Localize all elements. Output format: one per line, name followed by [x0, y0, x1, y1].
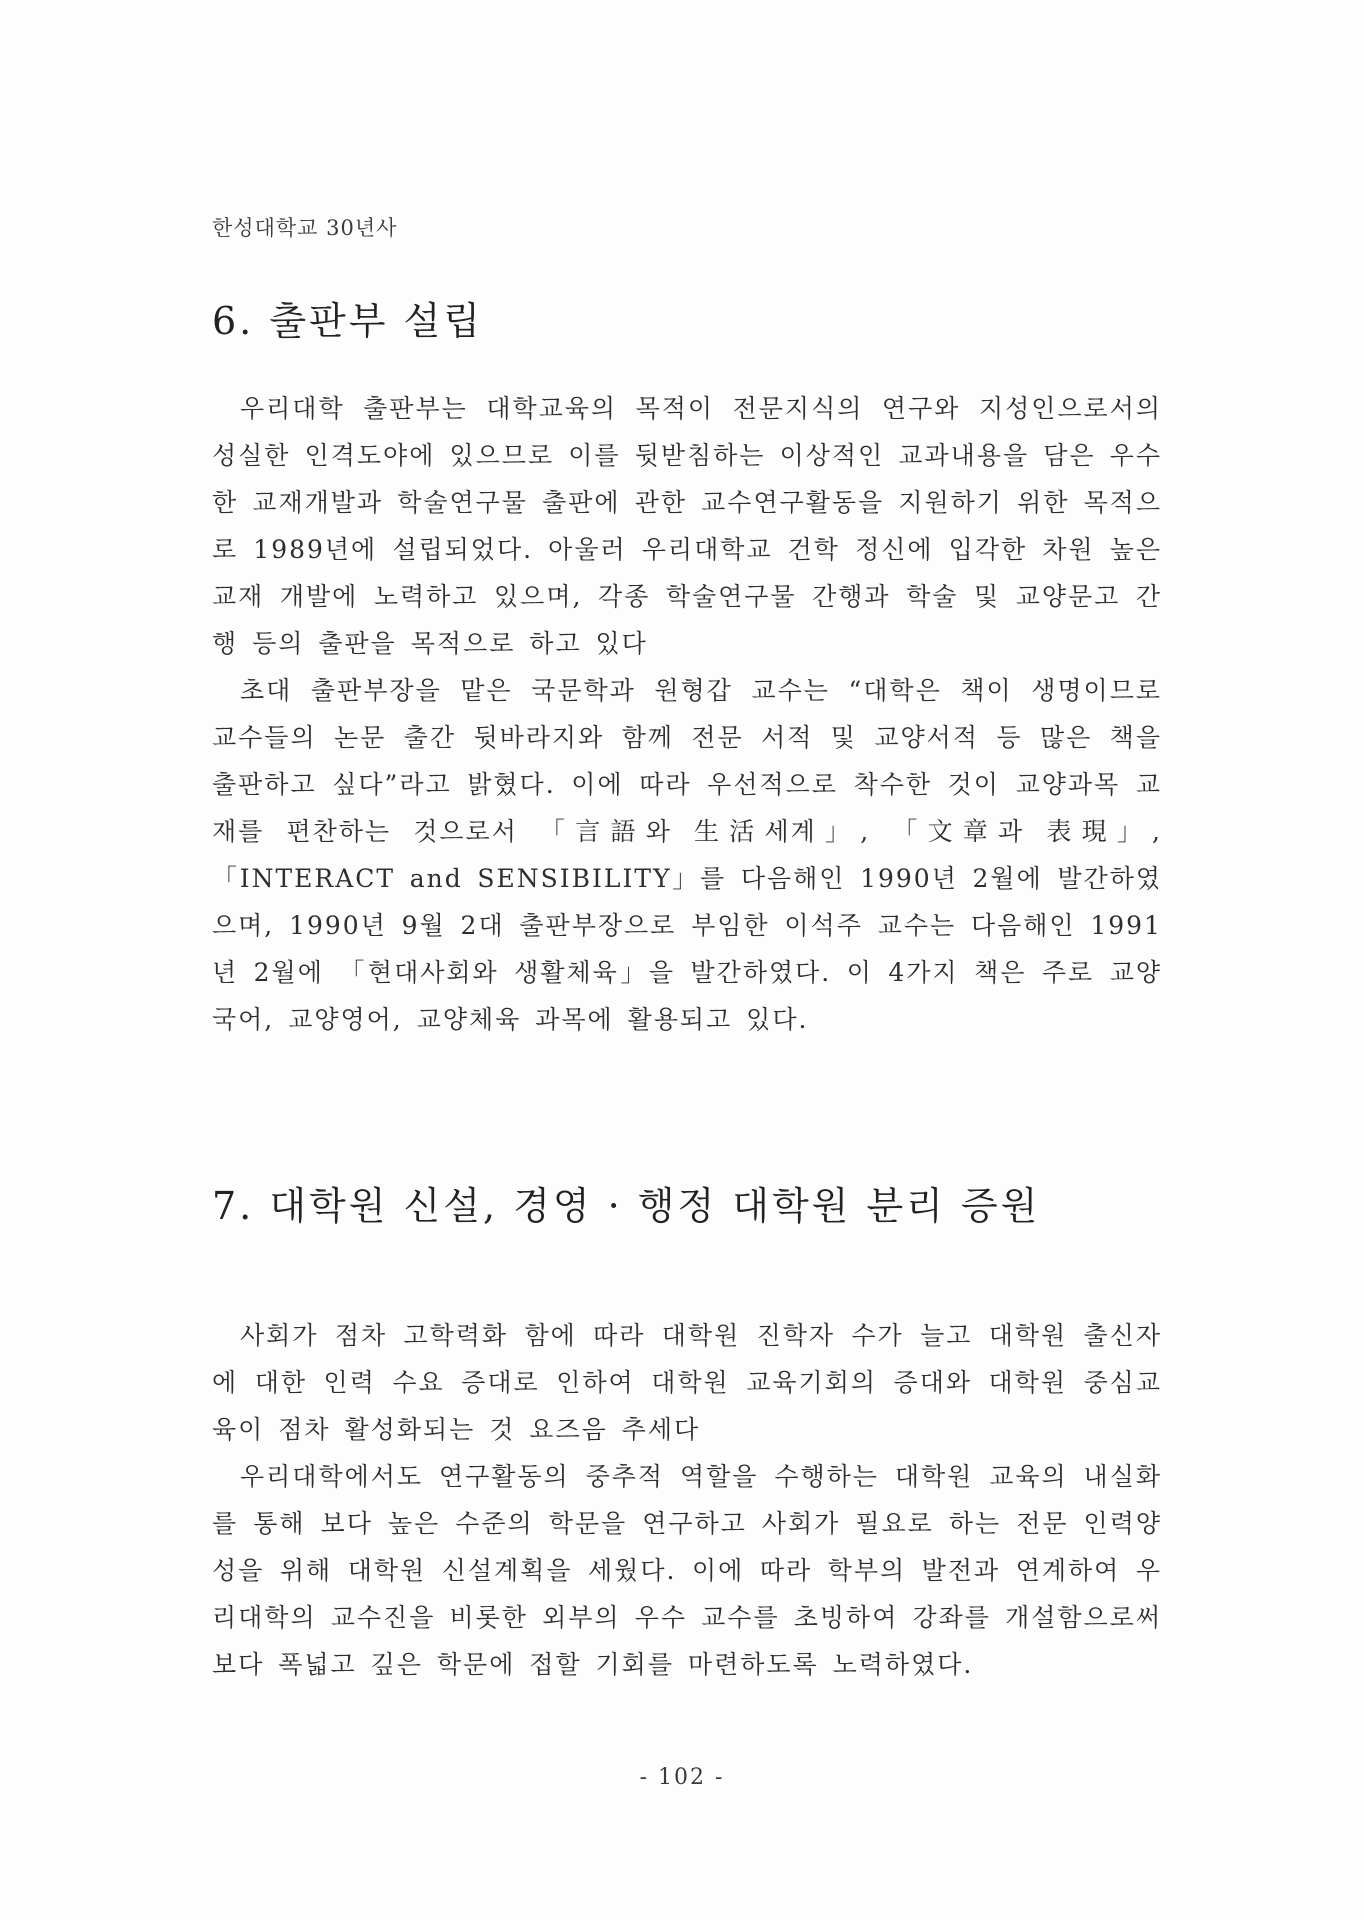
section-body-graduate-school — [212, 1312, 1162, 1688]
section-heading-publishing: 6. 출판부 설립 — [212, 299, 483, 343]
section-body-publishing — [212, 385, 1162, 1043]
section-heading-graduate-school: 7. 대학원 신설, 경영 · 행정 대학원 분리 증원 — [212, 1184, 1041, 1228]
page-number: - 102 - — [639, 1765, 725, 1790]
paragraph: 초대 출판부장을 맡은 국문학과 원형갑 교수는 “대학은 책이 생명이므로 교수들의 논문 출간 뒷바라지와 함께 전문 서적 및 교양서적 등 많은 책을 출판하고 싶다”라고 밝혔다. 이에 따라 우선적으로 착수한 것이 교양과목 교재를 편찬하는 것으로서 「言語와 生活세계」, 「文章과 表現」, 「INTERACT and SENSIBILITY」를 다음해인 1990년 2월에 발간하였으며, 1990년 9월 2대 출판부장으로 부임한 이석주 교수는 다음해인 1991년 2월에 「현대사회와 생활체육」을 발간하였다. 이 4가지 책은 주로 교양국어, 교양영어, 교양체육 과목에 활용되고 있다. — [212, 676, 1162, 1034]
running-header: 한성대학교 30년사 — [212, 216, 398, 240]
paragraph: 우리대학 출판부는 대학교육의 목적이 전문지식의 연구와 지성인으로서의 성실한 인격도야에 있으므로 이를 뒷받침하는 이상적인 교과내용을 담은 우수한 교재개발과 학술연구물 출판에 관한 교수연구활동을 지원하기 위한 목적으로 1989년에 설립되었다. 아울러 우리대학교 건학 정신에 입각한 차원 높은 교재 개발에 노력하고 있으며, 각종 학술연구물 간행과 학술 및 교양문고 간행 등의 출판을 목적으로 하고 있다 — [212, 394, 1162, 658]
paragraph: 우리대학에서도 연구활동의 중추적 역할을 수행하는 대학원 교육의 내실화를 통해 보다 높은 수준의 학문을 연구하고 사회가 필요로 하는 전문 인력양성을 위해 대학원 신설계획을 세웠다. 이에 따라 학부의 발전과 연계하여 우리대학의 교수진을 비롯한 외부의 우수 교수를 초빙하여 강좌를 개설함으로써 보다 폭넓고 깊은 학문에 접할 기회를 마련하도록 노력하였다. — [212, 1462, 1162, 1679]
paragraph: 사회가 점차 고학력화 함에 따라 대학원 진학자 수가 늘고 대학원 출신자에 대한 인력 수요 증대로 인하여 대학원 교육기회의 증대와 대학원 중심교육이 점차 활성화되는 것 요즈음 추세다 — [212, 1321, 1162, 1444]
